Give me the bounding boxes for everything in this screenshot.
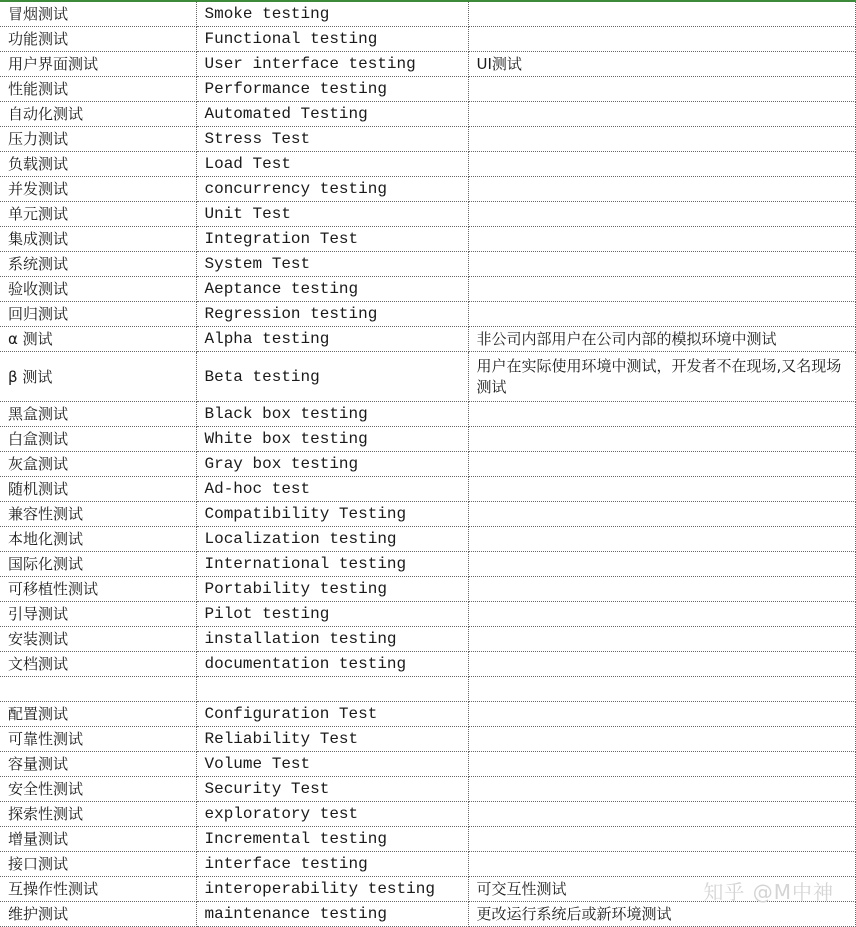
- chinese-term-cell[interactable]: 单元测试: [0, 202, 196, 227]
- note-cell[interactable]: [468, 227, 855, 252]
- chinese-term-cell[interactable]: 并发测试: [0, 177, 196, 202]
- chinese-term-cell[interactable]: β 测试: [0, 352, 196, 402]
- note-cell[interactable]: [468, 302, 855, 327]
- english-term-cell[interactable]: [196, 677, 468, 702]
- english-term-cell[interactable]: Beta testing: [196, 352, 468, 402]
- chinese-term-cell[interactable]: 文档测试: [0, 652, 196, 677]
- chinese-term-cell[interactable]: 安装测试: [0, 627, 196, 652]
- note-cell[interactable]: UI测试: [468, 52, 855, 77]
- table-row: [0, 752, 855, 777]
- chinese-term-cell[interactable]: 用户界面测试: [0, 52, 196, 77]
- table-row: [0, 827, 855, 852]
- table-row: [0, 577, 855, 602]
- english-term-cell[interactable]: Unit Test: [196, 202, 468, 227]
- chinese-term-cell[interactable]: 配置测试: [0, 702, 196, 727]
- chinese-term-cell[interactable]: 增量测试: [0, 827, 196, 852]
- table-row: [0, 352, 855, 402]
- note-cell[interactable]: [468, 627, 855, 652]
- table-row: [0, 252, 855, 277]
- note-cell[interactable]: 非公司内部用户在公司内部的模拟环境中测试: [468, 327, 855, 352]
- table-row: [0, 602, 855, 627]
- note-cell[interactable]: [468, 102, 855, 127]
- english-term-cell[interactable]: documentation testing: [196, 652, 468, 677]
- table-row: [0, 277, 855, 302]
- chinese-term-cell[interactable]: 功能测试: [0, 27, 196, 52]
- table-row: [0, 177, 855, 202]
- table-row: [0, 802, 855, 827]
- english-term-cell[interactable]: Smoke testing: [196, 2, 468, 27]
- note-cell[interactable]: 更改运行系统后或新环境测试: [468, 902, 855, 927]
- note-cell[interactable]: [468, 552, 855, 577]
- english-term-cell[interactable]: Security Test: [196, 777, 468, 802]
- note-cell[interactable]: [468, 277, 855, 302]
- english-term-cell[interactable]: Compatibility Testing: [196, 502, 468, 527]
- chinese-term-cell[interactable]: 黑盒测试: [0, 402, 196, 427]
- table-row: [0, 152, 855, 177]
- chinese-term-cell[interactable]: 压力测试: [0, 127, 196, 152]
- note-cell[interactable]: [468, 702, 855, 727]
- english-term-cell[interactable]: interface testing: [196, 852, 468, 877]
- english-term-cell[interactable]: White box testing: [196, 427, 468, 452]
- chinese-term-cell[interactable]: 冒烟测试: [0, 2, 196, 27]
- chinese-term-cell[interactable]: 随机测试: [0, 477, 196, 502]
- table-row: [0, 77, 855, 102]
- chinese-term-cell[interactable]: 引导测试: [0, 602, 196, 627]
- table-row: [0, 852, 855, 877]
- table-row: [0, 677, 855, 702]
- chinese-term-cell[interactable]: 负载测试: [0, 152, 196, 177]
- english-term-cell[interactable]: Gray box testing: [196, 452, 468, 477]
- chinese-term-cell[interactable]: 可靠性测试: [0, 727, 196, 752]
- english-term-cell[interactable]: Stress Test: [196, 127, 468, 152]
- note-cell[interactable]: [468, 202, 855, 227]
- note-cell[interactable]: [468, 477, 855, 502]
- note-cell[interactable]: [468, 427, 855, 452]
- english-term-cell[interactable]: Alpha testing: [196, 327, 468, 352]
- english-term-cell[interactable]: Aeptance testing: [196, 277, 468, 302]
- english-term-cell[interactable]: Localization testing: [196, 527, 468, 552]
- english-term-cell[interactable]: International testing: [196, 552, 468, 577]
- english-term-cell[interactable]: exploratory test: [196, 802, 468, 827]
- chinese-term-cell[interactable]: 验收测试: [0, 277, 196, 302]
- note-cell[interactable]: [468, 777, 855, 802]
- chinese-term-cell[interactable]: 探索性测试: [0, 802, 196, 827]
- note-cell[interactable]: [468, 752, 855, 777]
- note-cell[interactable]: [468, 27, 855, 52]
- chinese-term-cell[interactable]: [0, 677, 196, 702]
- chinese-term-cell[interactable]: 白盒测试: [0, 427, 196, 452]
- chinese-term-cell[interactable]: 容量测试: [0, 752, 196, 777]
- note-cell[interactable]: [468, 852, 855, 877]
- note-cell[interactable]: [468, 677, 855, 702]
- chinese-term-cell[interactable]: 性能测试: [0, 77, 196, 102]
- note-cell[interactable]: 用户在实际使用环境中测试，开发者不在现场,又名现场测试: [468, 352, 855, 402]
- table-row: [0, 102, 855, 127]
- chinese-term-cell[interactable]: 自动化测试: [0, 102, 196, 127]
- english-term-cell[interactable]: Configuration Test: [196, 702, 468, 727]
- table-row: [0, 652, 855, 677]
- chinese-term-cell[interactable]: 回归测试: [0, 302, 196, 327]
- english-term-cell[interactable]: Automated Testing: [196, 102, 468, 127]
- table-row: [0, 202, 855, 227]
- chinese-term-cell[interactable]: 接口测试: [0, 852, 196, 877]
- table-row: [0, 27, 855, 52]
- english-term-cell[interactable]: Portability testing: [196, 577, 468, 602]
- note-cell[interactable]: [468, 602, 855, 627]
- note-cell[interactable]: [468, 652, 855, 677]
- english-term-cell[interactable]: Load Test: [196, 152, 468, 177]
- note-cell[interactable]: [468, 802, 855, 827]
- note-cell[interactable]: [468, 727, 855, 752]
- table-row: [0, 302, 855, 327]
- note-cell[interactable]: [468, 527, 855, 552]
- table-row: [0, 777, 855, 802]
- table-row: [0, 477, 855, 502]
- note-cell[interactable]: [468, 252, 855, 277]
- english-term-cell[interactable]: System Test: [196, 252, 468, 277]
- chinese-term-cell[interactable]: 兼容性测试: [0, 502, 196, 527]
- english-term-cell[interactable]: Incremental testing: [196, 827, 468, 852]
- table-row: [0, 402, 855, 427]
- english-term-cell[interactable]: Pilot testing: [196, 602, 468, 627]
- note-cell[interactable]: [468, 452, 855, 477]
- watermark: 知乎 @M中神: [703, 880, 834, 904]
- chinese-term-cell[interactable]: 灰盒测试: [0, 452, 196, 477]
- english-term-cell[interactable]: Functional testing: [196, 27, 468, 52]
- table-row: [0, 327, 855, 352]
- english-term-cell[interactable]: User interface testing: [196, 52, 468, 77]
- chinese-term-cell[interactable]: 维护测试: [0, 902, 196, 927]
- chinese-term-cell[interactable]: 可移植性测试: [0, 577, 196, 602]
- english-term-cell[interactable]: installation testing: [196, 627, 468, 652]
- table-row: [0, 427, 855, 452]
- testing-terms-table: [0, 2, 856, 927]
- table-row: [0, 2, 855, 27]
- chinese-term-cell[interactable]: α 测试: [0, 327, 196, 352]
- table-row: [0, 52, 855, 77]
- note-cell[interactable]: [468, 402, 855, 427]
- chinese-term-cell[interactable]: 安全性测试: [0, 777, 196, 802]
- english-term-cell[interactable]: Integration Test: [196, 227, 468, 252]
- note-cell[interactable]: [468, 502, 855, 527]
- english-term-cell[interactable]: Black box testing: [196, 402, 468, 427]
- table-row: [0, 902, 855, 927]
- english-term-cell[interactable]: maintenance testing: [196, 902, 468, 927]
- chinese-term-cell[interactable]: 集成测试: [0, 227, 196, 252]
- english-term-cell[interactable]: Ad-hoc test: [196, 477, 468, 502]
- note-cell[interactable]: [468, 77, 855, 102]
- table-row: [0, 552, 855, 577]
- english-term-cell[interactable]: Volume Test: [196, 752, 468, 777]
- table-row: [0, 452, 855, 477]
- table-body: [0, 2, 855, 927]
- note-cell[interactable]: [468, 827, 855, 852]
- table-row: [0, 727, 855, 752]
- note-cell[interactable]: [468, 2, 855, 27]
- chinese-term-cell[interactable]: 国际化测试: [0, 552, 196, 577]
- table-row: [0, 127, 855, 152]
- english-term-cell[interactable]: Performance testing: [196, 77, 468, 102]
- english-term-cell[interactable]: Reliability Test: [196, 727, 468, 752]
- chinese-term-cell[interactable]: 系统测试: [0, 252, 196, 277]
- note-cell[interactable]: [468, 127, 855, 152]
- note-cell[interactable]: [468, 152, 855, 177]
- table-row: [0, 702, 855, 727]
- chinese-term-cell[interactable]: 本地化测试: [0, 527, 196, 552]
- note-cell[interactable]: 可交互性测试: [468, 877, 855, 902]
- english-term-cell[interactable]: concurrency testing: [196, 177, 468, 202]
- note-cell[interactable]: [468, 577, 855, 602]
- english-term-cell[interactable]: interoperability testing: [196, 877, 468, 902]
- table-row: [0, 877, 855, 902]
- english-term-cell[interactable]: Regression testing: [196, 302, 468, 327]
- note-cell[interactable]: [468, 177, 855, 202]
- table-row: [0, 627, 855, 652]
- chinese-term-cell[interactable]: 互操作性测试: [0, 877, 196, 902]
- table-row: [0, 527, 855, 552]
- table-row: [0, 502, 855, 527]
- table-row: [0, 227, 855, 252]
